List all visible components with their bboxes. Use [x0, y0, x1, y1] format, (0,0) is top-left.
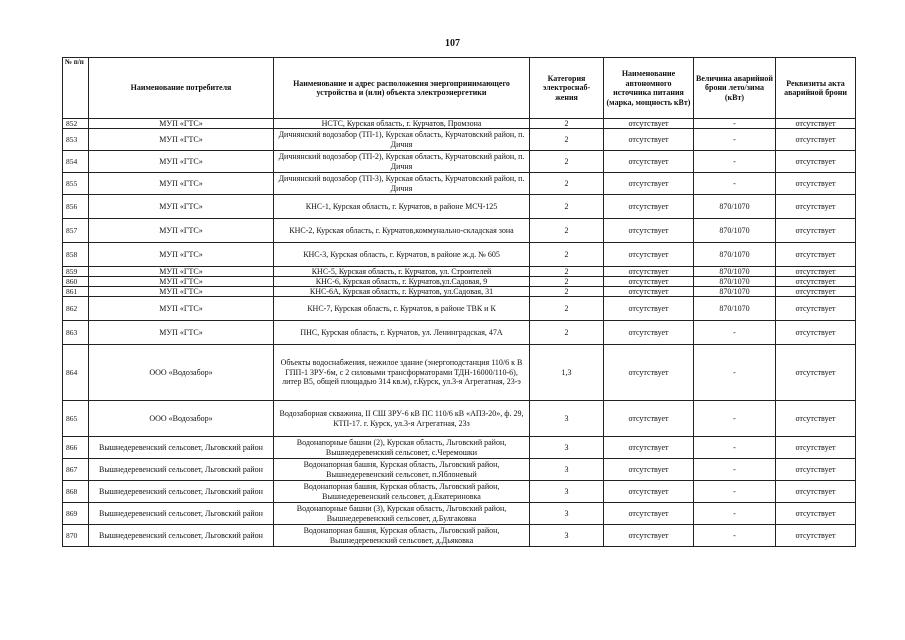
- act-details: отсутствует: [776, 401, 856, 437]
- power-source: отсутствует: [604, 459, 694, 481]
- object-address: Водозаборная скважина, II СШ ЗРУ-6 кВ ПС 110/6 кВ «АПЗ-20», ф. 29, КТП-17. г. Курск, ул.3-я Агрегатная, 23з: [274, 401, 530, 437]
- consumer-name: Вышнедеревенский сельсовет, Льговский район: [89, 481, 274, 503]
- power-source: отсутствует: [604, 345, 694, 401]
- act-details: отсутствует: [776, 437, 856, 459]
- power-source: отсутствует: [604, 481, 694, 503]
- column-header-power-source: Наименование автономного источника питания (марка, мощность кВт): [604, 58, 694, 119]
- power-source: отсутствует: [604, 503, 694, 525]
- object-address: ПНС, Курская область, г. Курчатов, ул. Ленинградская, 47А: [274, 321, 530, 345]
- power-source: отсутствует: [604, 219, 694, 243]
- act-details: отсутствует: [776, 243, 856, 267]
- consumer-name: МУП «ГТС»: [89, 151, 274, 173]
- table-header-row: [63, 58, 856, 119]
- consumer-name: МУП «ГТС»: [89, 129, 274, 151]
- power-source: отсутствует: [604, 277, 694, 287]
- row-number: 857: [63, 219, 89, 243]
- object-address: Дичнянский водозабор (ТП-1), Курская область, Курчатовский район, п. Дичня: [274, 129, 530, 151]
- page-number: 107: [445, 38, 460, 49]
- object-address: Водонапорная башня, Курская область, Льговский район, Вышнедеревенский сельсовет, д.Екатериновка: [274, 481, 530, 503]
- power-source: отсутствует: [604, 287, 694, 297]
- supply-category: 2: [530, 297, 604, 321]
- column-header-act: Реквизиты акта аварийной брони: [776, 58, 856, 119]
- object-address: КНС-3, Курская область, г. Курчатов, в районе ж.д. № 605: [274, 243, 530, 267]
- table-row: [63, 195, 856, 219]
- power-source: отсутствует: [604, 119, 694, 129]
- power-source: отсутствует: [604, 437, 694, 459]
- supply-category: 3: [530, 401, 604, 437]
- row-number: 861: [63, 287, 89, 297]
- column-header-reserve: Величина аварийной брони лето/зима (кВт): [694, 58, 776, 119]
- table-row: [63, 267, 856, 277]
- supply-category: 2: [530, 287, 604, 297]
- supply-category: 2: [530, 195, 604, 219]
- act-details: отсутствует: [776, 119, 856, 129]
- supply-category: 2: [530, 219, 604, 243]
- row-number: 864: [63, 345, 89, 401]
- supply-category: 2: [530, 267, 604, 277]
- reserve-value: -: [694, 481, 776, 503]
- table-row: [63, 277, 856, 287]
- row-number: 866: [63, 437, 89, 459]
- act-details: отсутствует: [776, 173, 856, 195]
- consumer-name: МУП «ГТС»: [89, 219, 274, 243]
- reserve-value: 870/1070: [694, 267, 776, 277]
- row-number: 859: [63, 267, 89, 277]
- table-row: [63, 287, 856, 297]
- reserve-value: -: [694, 401, 776, 437]
- reserve-value: -: [694, 321, 776, 345]
- power-source: отсутствует: [604, 151, 694, 173]
- reserve-value: -: [694, 503, 776, 525]
- supply-category: 3: [530, 459, 604, 481]
- reserve-value: -: [694, 173, 776, 195]
- table-row: [63, 401, 856, 437]
- consumer-name: МУП «ГТС»: [89, 321, 274, 345]
- reserve-value: 870/1070: [694, 195, 776, 219]
- object-address: КНС-2, Курская область, г. Курчатов,коммунально-складская зона: [274, 219, 530, 243]
- table-row: [63, 173, 856, 195]
- row-number: 869: [63, 503, 89, 525]
- supply-category: 2: [530, 173, 604, 195]
- reserve-value: 870/1070: [694, 219, 776, 243]
- reserve-value: -: [694, 525, 776, 547]
- reserve-value: -: [694, 129, 776, 151]
- row-number: 852: [63, 119, 89, 129]
- consumer-name: ООО «Водозабор»: [89, 401, 274, 437]
- column-header-category: Категория электроснаб-жения: [530, 58, 604, 119]
- power-source: отсутствует: [604, 321, 694, 345]
- registry-table: [62, 57, 856, 547]
- consumer-name: МУП «ГТС»: [89, 195, 274, 219]
- act-details: отсутствует: [776, 321, 856, 345]
- column-header-number: № п/п: [63, 58, 89, 119]
- object-address: Водонапорные башни (2), Курская область, Льговский район, Вышнедеревенский сельсовет, с.Черемошки: [274, 437, 530, 459]
- supply-category: 2: [530, 151, 604, 173]
- consumer-name: Вышнедеревенский сельсовет, Льговский район: [89, 459, 274, 481]
- supply-category: 2: [530, 129, 604, 151]
- supply-category: 3: [530, 525, 604, 547]
- consumer-name: МУП «ГТС»: [89, 267, 274, 277]
- consumer-name: Вышнедеревенский сельсовет, Льговский район: [89, 503, 274, 525]
- row-number: 868: [63, 481, 89, 503]
- supply-category: 3: [530, 481, 604, 503]
- reserve-value: 870/1070: [694, 277, 776, 287]
- object-address: Водонапорная башня, Курская область, Льговский район, Вышнедеревенский сельсовет, п.Яблоневый: [274, 459, 530, 481]
- row-number: 856: [63, 195, 89, 219]
- power-source: отсутствует: [604, 173, 694, 195]
- reserve-value: -: [694, 151, 776, 173]
- reserve-value: -: [694, 437, 776, 459]
- supply-category: 3: [530, 437, 604, 459]
- row-number: 865: [63, 401, 89, 437]
- reserve-value: 870/1070: [694, 243, 776, 267]
- consumer-name: ООО «Водозабор»: [89, 345, 274, 401]
- supply-category: 2: [530, 243, 604, 267]
- act-details: отсутствует: [776, 287, 856, 297]
- object-address: КНС-6А, Курская область, г. Курчатов, ул.Садовая, 31: [274, 287, 530, 297]
- table-row: [63, 503, 856, 525]
- power-source: отсутствует: [604, 525, 694, 547]
- power-source: отсутствует: [604, 267, 694, 277]
- table-row: [63, 297, 856, 321]
- row-number: 854: [63, 151, 89, 173]
- object-address: Объекты водоснабжения, нежилое здание (энергоподстанция 110/6 к В ГПП-1 ЗРУ-6м, с 2 силовыми трансформаторами ТДН-16000/110-6), литер В5, общей площадью 314 кв.м), г.Курск, ул.3-я Агрегатная, 23-э: [274, 345, 530, 401]
- act-details: отсутствует: [776, 481, 856, 503]
- table-row: [63, 437, 856, 459]
- act-details: отсутствует: [776, 345, 856, 401]
- supply-category: 2: [530, 277, 604, 287]
- table-row: [63, 219, 856, 243]
- object-address: Дичнянский водозабор (ТП-3), Курская область, Курчатовский район, п. Дичня: [274, 173, 530, 195]
- reserve-value: -: [694, 119, 776, 129]
- reserve-value: -: [694, 345, 776, 401]
- object-address: Дичнянский водозабор (ТП-2), Курская область, Курчатовский район, п. Дичня: [274, 151, 530, 173]
- consumer-name: Вышнедеревенский сельсовет, Льговский район: [89, 437, 274, 459]
- object-address: КНС-6, Курская область, г. Курчатов,ул.Садовая, 9: [274, 277, 530, 287]
- reserve-value: 870/1070: [694, 287, 776, 297]
- reserve-value: -: [694, 459, 776, 481]
- consumer-name: МУП «ГТС»: [89, 119, 274, 129]
- object-address: КНС-5, Курская область, г. Курчатов, ул. Строителей: [274, 267, 530, 277]
- object-address: Водонапорные башни (3), Курская область, Льговский район, Вышнедеревенский сельсовет, д.Булгаковка: [274, 503, 530, 525]
- table-row: [63, 481, 856, 503]
- act-details: отсутствует: [776, 297, 856, 321]
- consumer-name: Вышнедеревенский сельсовет, Льговский район: [89, 525, 274, 547]
- row-number: 860: [63, 277, 89, 287]
- supply-category: 2: [530, 321, 604, 345]
- power-source: отсутствует: [604, 243, 694, 267]
- act-details: отсутствует: [776, 151, 856, 173]
- act-details: отсутствует: [776, 129, 856, 151]
- table-row: [63, 345, 856, 401]
- table-row: [63, 321, 856, 345]
- reserve-value: 870/1070: [694, 297, 776, 321]
- table-row: [63, 525, 856, 547]
- row-number: 863: [63, 321, 89, 345]
- act-details: отсутствует: [776, 195, 856, 219]
- table-body: [63, 119, 856, 547]
- row-number: 870: [63, 525, 89, 547]
- row-number: 853: [63, 129, 89, 151]
- object-address: НСТС, Курская область, г. Курчатов, Промзона: [274, 119, 530, 129]
- act-details: отсутствует: [776, 277, 856, 287]
- row-number: 855: [63, 173, 89, 195]
- column-header-consumer: Наименование потребителя: [89, 58, 274, 119]
- row-number: 858: [63, 243, 89, 267]
- supply-category: 2: [530, 119, 604, 129]
- consumer-name: МУП «ГТС»: [89, 243, 274, 267]
- power-source: отсутствует: [604, 129, 694, 151]
- supply-category: 1,3: [530, 345, 604, 401]
- column-header-object: Наименование и адрес расположения энергопринимающего устройства и (или) объекта электроэнергетики: [274, 58, 530, 119]
- object-address: КНС-1, Курская область, г. Курчатов, в районе МСЧ-125: [274, 195, 530, 219]
- table-row: [63, 119, 856, 129]
- act-details: отсутствует: [776, 525, 856, 547]
- consumer-name: МУП «ГТС»: [89, 287, 274, 297]
- act-details: отсутствует: [776, 219, 856, 243]
- act-details: отсутствует: [776, 503, 856, 525]
- consumer-name: МУП «ГТС»: [89, 297, 274, 321]
- consumer-name: МУП «ГТС»: [89, 173, 274, 195]
- consumer-name: МУП «ГТС»: [89, 277, 274, 287]
- row-number: 862: [63, 297, 89, 321]
- row-number: 867: [63, 459, 89, 481]
- act-details: отсутствует: [776, 267, 856, 277]
- power-source: отсутствует: [604, 297, 694, 321]
- power-source: отсутствует: [604, 401, 694, 437]
- object-address: Водонапорная башня, Курская область, Льговский район, Вышнедеревенский сельсовет, д.Дьяковка: [274, 525, 530, 547]
- act-details: отсутствует: [776, 459, 856, 481]
- object-address: КНС-7, Курская область, г. Курчатов, в районе ТВК и К: [274, 297, 530, 321]
- table-row: [63, 243, 856, 267]
- supply-category: 3: [530, 503, 604, 525]
- table-row: [63, 129, 856, 151]
- table-row: [63, 151, 856, 173]
- table-row: [63, 459, 856, 481]
- power-source: отсутствует: [604, 195, 694, 219]
